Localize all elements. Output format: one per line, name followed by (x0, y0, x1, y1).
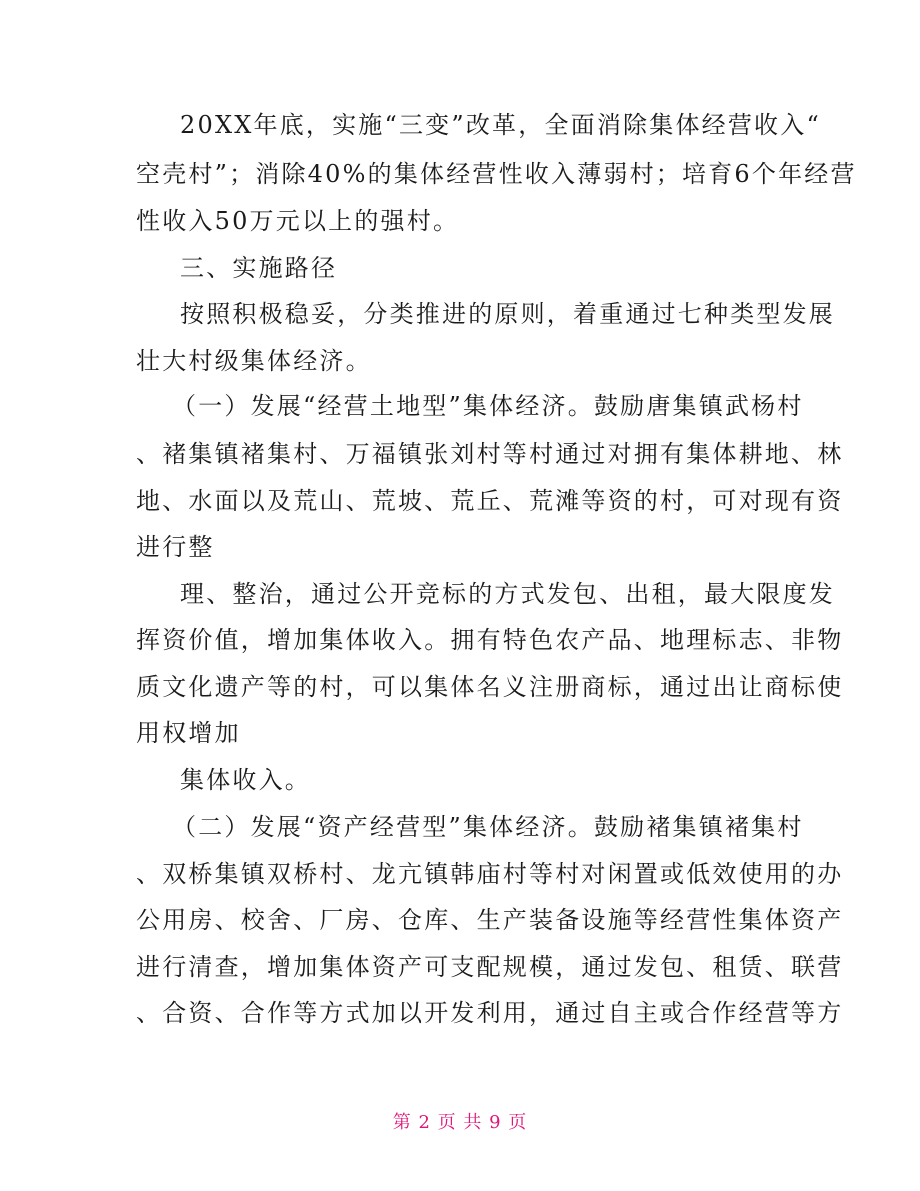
text-line: 集体收入。 (180, 766, 311, 794)
text-line: 进行清查，增加集体资产可支配规模，通过发包、租赁、联营 (136, 953, 844, 981)
text-line: 空壳村”；消除40%的集体经营性收入薄弱村；培育6个年经营 (136, 160, 857, 188)
text-line: 、褚集镇褚集村、万福镇张刘村等村通过对拥有集体耕地、林 (136, 440, 844, 468)
text-line: 按照积极稳妥，分类推进的原则，着重通过七种类型发展 (180, 300, 835, 328)
text-line: 20XX年底，实施“三变”改革，全面消除集体经营收入“ (180, 111, 821, 139)
text-line: 、合资、合作等方式加以开发利用，通过自主或合作经营等方 (136, 999, 844, 1027)
text-line: 进行整 (136, 533, 215, 561)
text-line: 理、整治，通过公开竞标的方式发包、出租，最大限度发 (180, 580, 835, 608)
text-line: 壮大村级集体经济。 (136, 347, 372, 375)
page-number-footer: 第 2 页 共 9 页 (392, 1112, 528, 1133)
text-line: 性收入50万元以上的强村。 (136, 207, 460, 235)
text-line: 挥资价值，增加集体收入。拥有特色农产品、地理标志、非物 (136, 626, 844, 654)
text-line: 质文化遗产等的村，可以集体名义注册商标，通过出让商标使 (136, 673, 844, 701)
text-line: 地、水面以及荒山、荒坡、荒丘、荒滩等资的村，可对现有资 (136, 487, 844, 515)
text-line: 、双桥集镇双桥村、龙亢镇韩庙村等村对闲置或低效使用的办 (136, 860, 844, 888)
text-line: 公用房、校舍、厂房、仓库、生产装备设施等经营性集体资产 (136, 906, 844, 934)
text-line: （二）发展“资产经营型”集体经济。鼓励褚集镇褚集村 (172, 813, 804, 841)
text-line: （一）发展“经营土地型”集体经济。鼓励唐集镇武杨村 (172, 392, 804, 420)
text-line: 用权增加 (136, 719, 241, 747)
section-heading: 三、实施路径 (180, 254, 338, 282)
